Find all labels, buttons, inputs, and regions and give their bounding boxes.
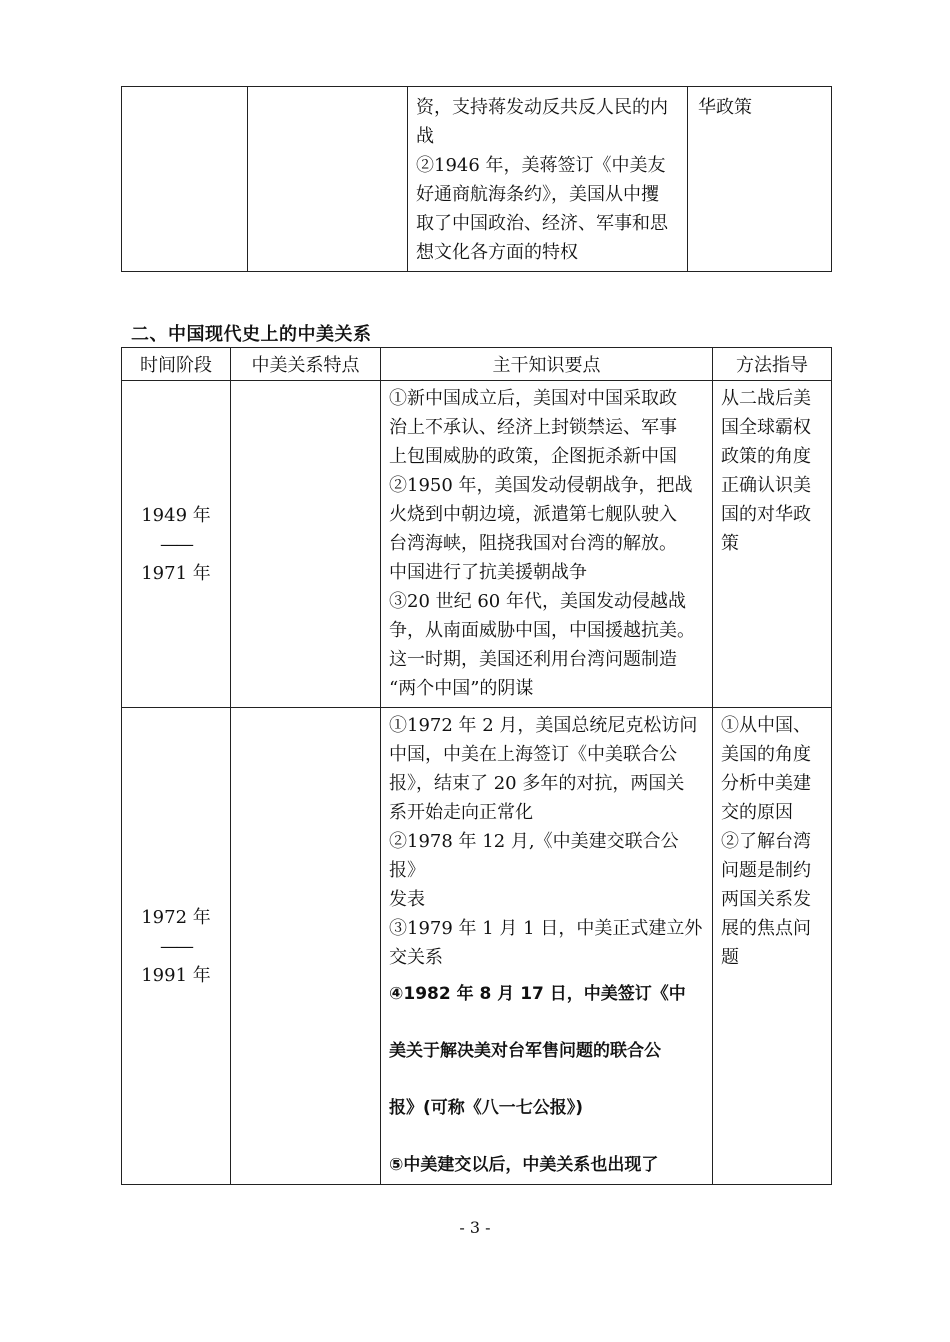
period-dash: —— [160,935,192,957]
sino-us-relations-table [121,347,832,1185]
text-line: 问题是制约 [721,860,811,881]
table-cell-empty [122,87,248,272]
text-line: 两国关系发 [721,889,811,910]
text-line: 美国的角度 [721,744,811,765]
period-start: 1972 年 [141,906,211,928]
text-line: 交的原因 [721,802,793,823]
bold-text-line: 报》(可称《八一七公报》) [389,1098,584,1118]
text-line: 取了中国政治、经济、军事和思 [416,213,668,234]
text-line: 中国，中美在上海签订《中美联合公 [389,744,677,765]
text-line: ③20 世纪 60 年代，美国发动侵越战 [389,591,686,612]
text-line: ②1946 年，美蒋签订《中美友 [416,155,666,176]
text-line: 正确认识美 [721,475,811,496]
text-line: 争，从南面威胁中国，中国援越抗美。 [389,620,695,641]
text-line: ①1972 年 2 月，美国总统尼克松访问 [389,715,698,736]
method-cell [713,381,832,708]
text-line: 这一时期，美国还利用台湾问题制造 [389,649,677,670]
text-line: 国全球霸权 [721,417,811,438]
text-line: 策 [721,533,739,554]
page-number: - 3 - [459,1218,491,1237]
text-line: 想文化各方面的特权 [416,242,578,263]
table-row [122,381,832,708]
text-line: “两个中国”的阴谋 [389,678,534,699]
text-line: 治上不承认、经济上封锁禁运、军事 [389,417,677,438]
text-line: 台湾海峡，阻挠我国对台湾的解放。 [389,533,677,554]
header-period: 时间阶段 [122,348,231,381]
text-line: 好通商航海条约》，美国从中攫 [416,184,659,205]
text-line: 华政策 [698,97,752,118]
key-points-cell [381,708,713,1185]
feature-cell [231,381,381,708]
text-line: 交关系 [389,947,443,968]
text-line: 上包围威胁的政策，企图扼杀新中国 [389,446,677,467]
key-points-cell [381,381,713,708]
text-line: 分析中美建 [721,773,811,794]
period-start: 1949 年 [141,504,211,526]
header-method: 方法指导 [713,348,832,381]
text-line: 资，支持蒋发动反共反人民的内 [416,97,668,118]
period-end: 1971 年 [141,562,211,584]
text-line: ②1950 年，美国发动侵朝战争，把战 [389,475,693,496]
header-key-points: 主干知识要点 [381,348,713,381]
period-cell [122,381,231,708]
text-line: 系开始走向正常化 [389,802,533,823]
method-cell [713,708,832,1185]
feature-cell [231,708,381,1185]
bold-text-line: 美关于解决美对台军售问题的联合公 [389,1041,661,1061]
period-end: 1991 年 [141,964,211,986]
period-dash: —— [160,533,192,555]
bold-text-line: ④1982 年 8 月 17 日，中美签订《中 [389,984,686,1004]
header-feature: 中美关系特点 [231,348,381,381]
text-line: 中国进行了抗美援朝战争 [389,562,587,583]
text-line: 展的焦点问 [721,918,811,939]
text-line: 报》，结束了 20 多年的对抗，两国关 [389,773,685,794]
table-header-row [122,348,832,381]
text-line: ②1978 年 12 月,《中美建交联合公报》 [389,831,679,881]
section-title: 二、中国现代史上的中美关系 [131,324,372,345]
period-cell [122,708,231,1185]
method-cell [688,87,832,272]
table-row [122,708,832,1185]
text-line: 题 [721,947,739,968]
table-cell-empty [248,87,408,272]
text-line: 发表 [389,889,425,910]
text-line: 从二战后美 [721,388,811,409]
text-line: 国的对华政 [721,504,811,525]
text-line: ②了解台湾 [721,831,811,852]
text-line: ①新中国成立后，美国对中国采取政 [389,388,677,409]
text-line: 战 [416,126,434,147]
text-line: ①从中国、 [721,715,811,736]
bold-text-line: ⑤中美建交以后，中美关系也出现了 [389,1155,659,1175]
continued-table [121,86,832,272]
text-line: 政策的角度 [721,446,811,467]
text-line: ③1979 年 1 月 1 日，中美正式建立外 [389,918,703,939]
key-points-cell [408,87,688,272]
table-row [122,87,832,272]
text-line: 火烧到中朝边境，派遣第七舰队驶入 [389,504,677,525]
